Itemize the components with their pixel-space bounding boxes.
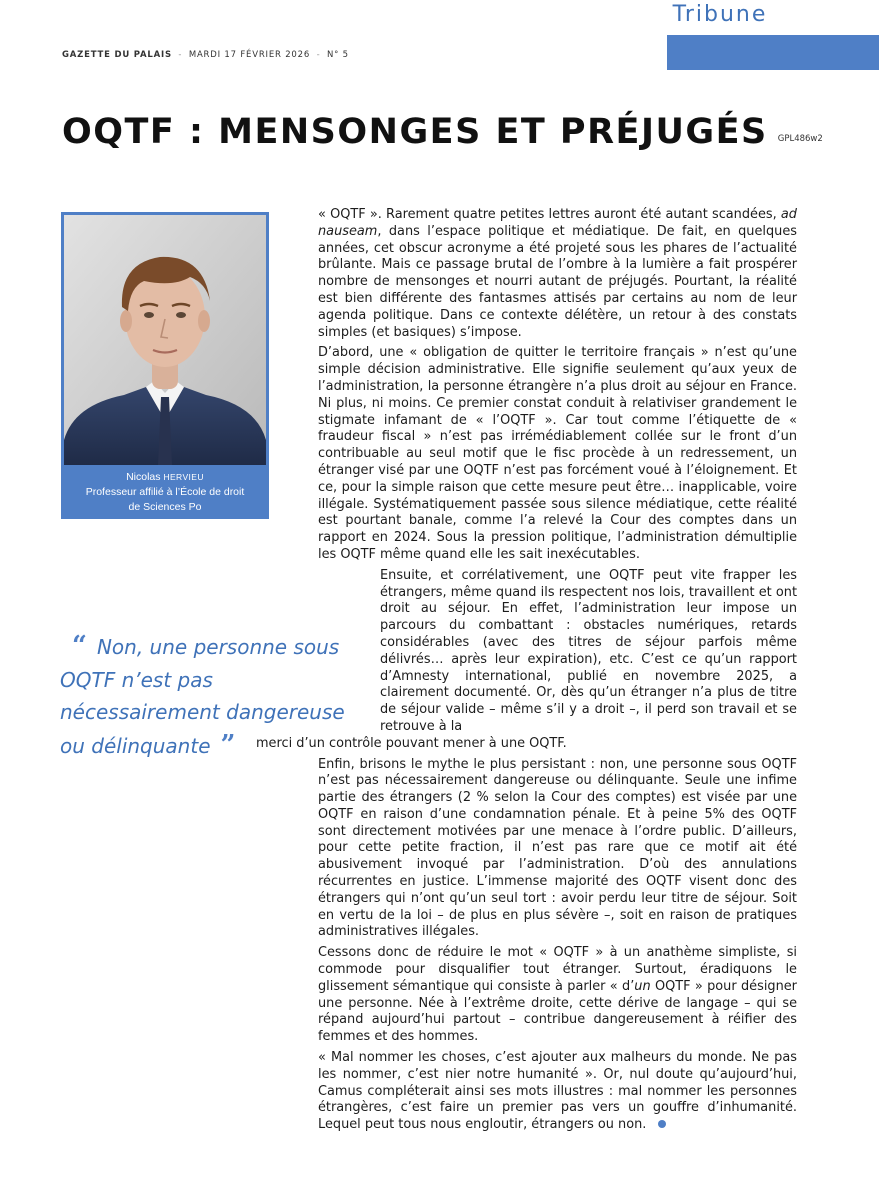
paragraph-emphasis: ad nauseam: [318, 207, 797, 239]
author-card: [61, 212, 269, 519]
paragraph-text: « OQTF ». Rarement quatre petites lettres auront été autant scandées,: [318, 207, 781, 222]
author-first-name: Nicolas: [126, 471, 161, 483]
article-title: [62, 112, 823, 152]
author-affiliation-line2: de Sciences Po: [128, 501, 202, 513]
publication-name: GAZETTE DU PALAIS: [62, 50, 172, 60]
author-name: [61, 470, 269, 485]
running-head: [62, 50, 349, 60]
paragraph-text: , dans l’espace politique et médiatique. De fait, en quelques années, cet obscur acronyme a été projeté sous les phares de l’actualité brûlante. Mais ce passage brutal de l’ombre à la lumière a fait prospérer nombre de mensonges et nourri autant de préjugés. Pourtant, la réalité est bien différente des fantasmes attisés par certains au nom de leur agenda politique. Dans ce contexte délétère, un retour à des constats simples (et basiques) s’impose.: [318, 223, 797, 340]
article-body: [256, 207, 797, 1138]
end-mark-icon: [658, 1120, 666, 1128]
paragraph-intro: [318, 207, 797, 341]
issue-date: MARDI 17 FÉVRIER 2026: [188, 50, 311, 60]
paragraph-text: Cessons donc de réduire le mot « OQTF » à un anathème simpliste, si commode pour disqualifier tout étranger. Surtout, éradiquons le glissement sémantique qui consiste à parler « d’: [318, 945, 797, 994]
paragraph-emphasis: un: [634, 978, 651, 994]
author-portrait-image: [64, 215, 266, 465]
open-quote-icon: “: [72, 631, 87, 661]
section-label: Tribune: [672, 2, 768, 27]
section-rubric: [667, 0, 879, 70]
close-quote-icon: ”: [220, 729, 236, 760]
author-last-name: HERVIEU: [163, 472, 204, 482]
author-caption: [61, 470, 269, 515]
running-head-separator: -: [316, 50, 321, 60]
section-color-band: [667, 35, 879, 70]
paragraph-text: OQTF » pour désigner une personne. Née à l’extrême droite, cette dérive de langage – qui se répand aujourd’hui partout – contribue dangereusement à réifier des femmes et des hommes.: [318, 978, 797, 1045]
paragraph-dabord: D’abord, une « obligation de quitter le territoire français » n’est qu’une simple décision administrative. Elle signifie seulement qu’aux yeux de l’administration, la personne étrangère n’a plus droit au séjour en France. Ni plus, ni moins. Ce premier constat conduit à relativiser grandement le stigmate infamant de « l’OQTF ». Car tout comme l’étiquette de « fraudeur fiscal » n’est pas irrémédiablement collée sur le front d’un contribuable au seul motif que le fisc procède à un redressement, un étranger visé par une OQTF n’est pas forcément voué à l’éloignement. Et ce, pour la simple raison que cette mesure peut être… inapplicable, voire illégale. Systématiquement passée sous silence médiatique, cette réalité est pourtant banale, comme l’a relevé la Cour des comptes dans un rapport en 2024. Sous la pression politique, l’administration démultiplie les OQTF même quand elle les sait inexécutables.: [318, 345, 797, 562]
issue-number: N° 5: [326, 50, 349, 60]
pull-quote-text: Non, une personne sous OQTF n’est pas nécessairement dangereuse ou délinquante: [60, 635, 345, 758]
author-photo: [64, 215, 266, 465]
article-title-text: OQTF : MENSONGES ET PRÉJUGÉS: [62, 112, 768, 152]
paragraph-ensuite: Ensuite, et corrélativement, une OQTF peut vite frapper les étrangers, même quand ils respectent nos lois, travaillent et ont droit au séjour. En effet, l’administration leur impose un parcours du combattant : obstacles numériques, retards considérables (avec des titres de séjour parfois même délivrés… après leur expiration), etc. C’est ce qu’un rapport d’Amnesty international, publié en novembre 2025, a clairement documenté. Or, dès qu’un étranger n’a plus de titre de séjour valide – même s’il y a droit –, il perd son travail et se retrouve à la: [380, 567, 797, 734]
running-head-separator: -: [178, 50, 183, 60]
paragraph-cessons: [318, 945, 797, 1046]
paragraph-ensuite-end: merci d’un contrôle pouvant mener à une OQTF.: [256, 735, 567, 751]
paragraph-text: « Mal nommer les choses, c’est ajouter aux malheurs du monde. Ne pas les nommer, c’est nier notre humanité ». Or, nul doute qu’aujourd’hui, Camus compléterait ainsi ses mots illustres : mal nommer les personnes étrangères, c’est faire un premier pas vers un gouffre d’inhumanité. Lequel peut tous nous engloutir, étrangers ou non.: [318, 1050, 797, 1133]
article-reference: GPL486w2: [777, 134, 823, 144]
paragraph-conclusion: [318, 1050, 797, 1134]
paragraph-enfin: Enfin, brisons le mythe le plus persistant : non, une personne sous OQTF n’est pas nécessairement dangereuse ou délinquante. Seule une infime partie des étrangers (2 % selon la Cour des comptes) est visée par une OQTF en raison d’une condamnation pénale. Et à peine 5% des OQTF sont directement motivées par une menace à l’ordre public. D’ailleurs, pour cette petite fraction, il n’est pas rare que ce motif ait été abusivement invoqué par l’administration. D’où des annulations récurrentes en justice. L’immense majorité des OQTF visent donc des étrangers qui n’ont qu’un seul tort : avoir perdu leur titre de séjour. Soit en vertu de la loi – de plus en plus sévère –, soit en raison de pratiques administratives illégales.: [318, 756, 797, 940]
author-affiliation-line1: Professeur affilié à l’École de droit: [85, 486, 245, 498]
